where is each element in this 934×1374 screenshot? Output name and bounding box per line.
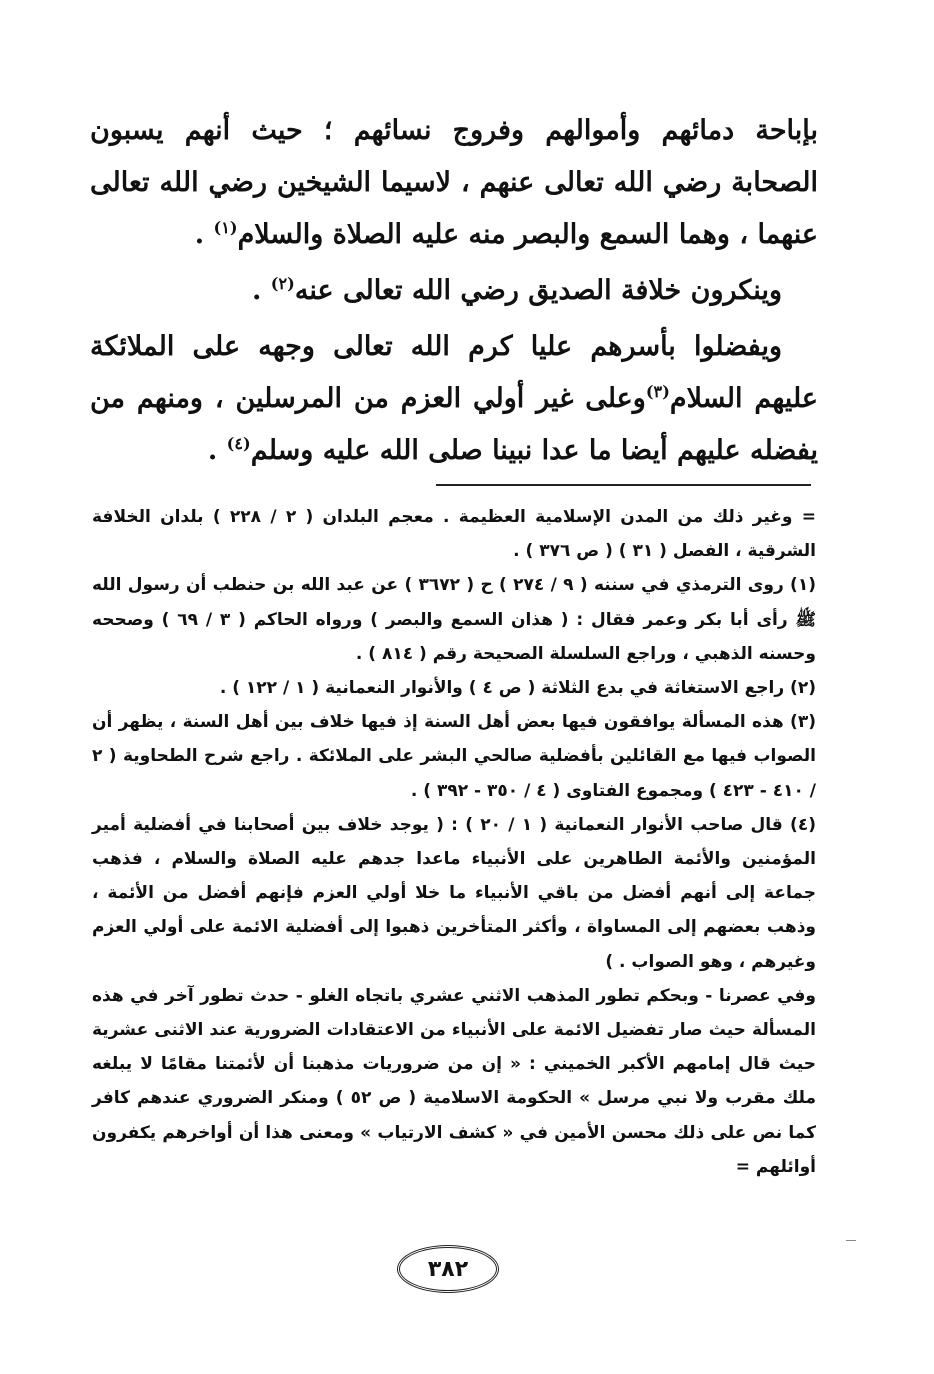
footnote-3: (٣) هذه المسألة يوافقون فيها بعض أهل السنة إذ فيها خلاف بين أهل السنة ، يظهر أن الصواب فيها مع القائلين بأفضلية صالحي البشر على الملائكة . راجع شرح الطحاوية ( ٢ / ٤١٠ - ٤٢٣ ) ومجموع الفتاوى ( ٤ / ٣٥٠ - ٣٩٢ ) . [92,712,816,801]
main-paragraph-1-text: بإباحة دمائهم وأموالهم وفروج نسائهم ؛ حيث أنهم يسبون الصحابة رضي الله تعالى عنهم ، لاسيما الشيخين رضي الله تعالى عنهما ، وهما السمع والبصر منه عليه الصلاة والسلام [90,115,818,250]
footnote-separator [436,484,811,486]
page-number [397,1245,499,1293]
footnote-ref-4[interactable]: (٤) [226,434,251,453]
page-number-text: ٣٨٢ [427,1256,469,1282]
main-paragraph-3-text: ويفضلوا بأسرهم عليا كرم الله تعالى وجهه على الملائكة عليهم السلام [90,331,818,414]
main-paragraph-3-end: . [207,435,227,466]
main-paragraph-3 [90,321,818,477]
footnote-ref-1[interactable]: (١) [213,218,238,237]
footnote-4-continued: وفي عصرنا - وبحكم تطور المذهب الاثني عشري باتجاه الغلو - حدث تطور آخر في هذه المسألة حيث صار تفضيل الائمة على الأنبياء من الاعتقادات الضرورية عند الاثنى عشرية حيث قال إمامهم الأكبر الخميني : « إن من ضروريات مذهبنا أن لأئمتنا مقامًا لا يبلغه ملك مقرب ولا نبي مرسل » الحكومة الاسلامية ( ص ٥٢ ) ومنكر الضروري عندهم كافر كما نص على ذلك محسن الأمين في « كشف الارتياب » ومعنى هذا أن أواخرهم يكفرون أوائلهم = [92,985,816,1177]
main-paragraph-2-end: . [251,275,271,306]
footnote-continuation: = وغير ذلك من المدن الإسلامية العظيمة . معجم البلدان ( ٢ / ٢٢٨ ) بلدان الخلافة الشرقية ، الفصل ( ٣١ ) ( ص ٣٧٦ ) . [92,507,816,562]
main-paragraph-3-rest: وعلى غير أولي العزم من المرسلين ، ومنهم من يفضله عليهم أيضا ما عدا نبينا صلى الله عليه وسلم [90,383,818,466]
footnote-1: (١) روى الترمذي في سننه ( ٩ / ٢٧٤ ) ح ( ٣٦٧٢ ) عن عبد الله بن حنطب أن رسول الله ﷺ رأى أبا بكر وعمر فقال : ( هذان السمع والبصر ) ورواه الحاكم ( ٣ / ٦٩ ) وصححه وحسنه الذهبي ، وراجع السلسلة الصحيحة رقم ( ٨١٤ ) . [92,575,817,664]
footnote-ref-3[interactable]: (٣) [645,382,670,401]
main-text [90,105,818,477]
main-paragraph-2 [90,265,818,317]
footnote-ref-2[interactable]: (٢) [270,274,295,293]
footnotes [92,500,816,1184]
main-paragraph-1 [90,105,818,261]
footnote-2: (٢) راجع الاستغاثة في بدع الثلاثة ( ص ٤ ) والأنوار النعمانية ( ١ / ١٢٢ ) . [219,678,816,699]
scan-mark [846,1240,856,1241]
footnote-4: (٤) قال صاحب الأنوار النعمانية ( ١ / ٢٠ ) : ( يوجد خلاف بين أصحابنا في أفضلية أمير المؤمنين والأئمة الطاهرين على الأنبياء ماعدا جدهم عليه الصلاة والسلام ، فذهب جماعة إلى أنهم أفضل من باقي الأنبياء ما خلا أولي العزم فإنهم أفضل من الأئمة ، وذهب بعضهم إلى المساواة ، وأكثر المتأخرين ذهبوا إلى أفضلية الائمة على أولي العزم وغيرهم ، وهو الصواب . ) [92,814,816,972]
main-paragraph-1-end: . [194,219,214,250]
main-paragraph-2-text: وينكرون خلافة الصديق رضي الله تعالى عنه [294,275,782,306]
